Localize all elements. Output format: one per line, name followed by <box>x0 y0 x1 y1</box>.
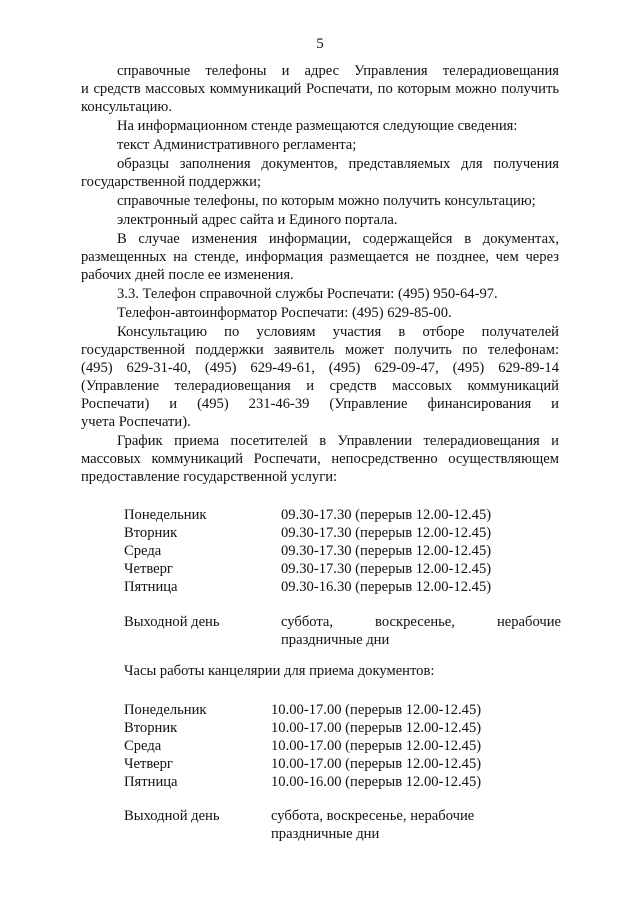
schedule-day: Пятница <box>124 579 178 595</box>
schedule-day: Пятница <box>124 774 178 790</box>
text-line: На информационном стенде размещаются следующие сведения: <box>117 118 518 134</box>
text-line: и средств массовых коммуникаций Роспечати, по которым можно получить <box>81 81 559 97</box>
weekend-days-cont: праздничные дни <box>281 632 390 648</box>
schedule-hours: 09.30-17.30 (перерыв 12.00-12.45) <box>281 525 492 541</box>
weekend-word: воскресенье, <box>375 614 455 630</box>
schedule-hours: 10.00-16.00 (перерыв 12.00-12.45) <box>271 774 482 790</box>
schedule-hours: 10.00-17.00 (перерыв 12.00-12.45) <box>271 702 482 718</box>
text-line: текст Административного регламента; <box>117 137 357 153</box>
text-line: массовых коммуникаций Роспечати, непосредственно осуществляющем <box>81 451 559 467</box>
schedule-day: Среда <box>124 543 162 559</box>
office-heading: Часы работы канцелярии для приема документов: <box>124 663 435 679</box>
schedule-day: Вторник <box>124 525 178 541</box>
schedule-hours: 10.00-17.00 (перерыв 12.00-12.45) <box>271 720 482 736</box>
schedule-hours: 09.30-17.30 (перерыв 12.00-12.45) <box>281 561 492 577</box>
text-line: предоставление государственной услуги: <box>81 469 338 485</box>
schedule-day: Вторник <box>124 720 178 736</box>
schedule-day: Четверг <box>124 561 173 577</box>
text-line: государственной поддержки; <box>81 174 262 190</box>
text-line: (495) 629-31-40, (495) 629-49-61, (495) 629-09-47, (495) 629-89-14 <box>81 360 559 376</box>
text-line: Телефон-автоинформатор Роспечати: (495) 629-85-00. <box>117 305 452 321</box>
schedule-hours: 09.30-16.30 (перерыв 12.00-12.45) <box>281 579 492 595</box>
schedule-hours: 09.30-17.30 (перерыв 12.00-12.45) <box>281 507 492 523</box>
text-line: Консультацию по условиям участия в отборе получателей <box>117 324 559 340</box>
text-line: График приема посетителей в Управлении телерадиовещания и <box>117 433 559 449</box>
weekend-days <box>281 613 561 631</box>
text-line: электронный адрес сайта и Единого портала. <box>117 212 398 228</box>
text-line: размещенных на стенде, информация размещается не позднее, чем через <box>81 249 559 265</box>
weekend-word: нерабочие <box>496 614 561 630</box>
text-line: образцы заполнения документов, представляемых для получения <box>117 156 559 172</box>
schedule-day: Понедельник <box>124 702 207 718</box>
weekend-label: Выходной день <box>124 808 220 824</box>
text-line: государственной поддержки заявитель может получить по телефонам: <box>81 342 559 358</box>
weekend-days: суббота, воскресенье, нерабочие <box>271 808 475 824</box>
schedule-hours: 10.00-17.00 (перерыв 12.00-12.45) <box>271 756 482 772</box>
schedule-hours: 10.00-17.00 (перерыв 12.00-12.45) <box>271 738 482 754</box>
text-line: Роспечати) и (495) 231-46-39 (Управление финансирования и <box>81 396 559 412</box>
text-line: В случае изменения информации, содержащейся в документах, <box>117 231 559 247</box>
text-line: (Управление телерадиовещания и средств массовых коммуникаций <box>81 378 559 394</box>
schedule-day: Четверг <box>124 756 173 772</box>
text-line: 3.3. Телефон справочной службы Роспечати: (495) 950-64-97. <box>117 286 498 302</box>
text-line: консультацию. <box>81 99 172 115</box>
text-line: справочные телефоны и адрес Управления телерадиовещания <box>117 63 559 79</box>
text-line: учета Роспечати). <box>81 414 191 430</box>
schedule-day: Понедельник <box>124 507 207 523</box>
schedule-day: Среда <box>124 738 162 754</box>
page-number: 5 <box>316 36 324 52</box>
weekend-word: суббота, <box>281 614 334 630</box>
weekend-days-cont: праздничные дни <box>271 826 380 842</box>
schedule-hours: 09.30-17.30 (перерыв 12.00-12.45) <box>281 543 492 559</box>
text-line: справочные телефоны, по которым можно получить консультацию; <box>117 193 536 209</box>
text-line: рабочих дней после ее изменения. <box>81 267 294 283</box>
weekend-label: Выходной день <box>124 614 220 630</box>
